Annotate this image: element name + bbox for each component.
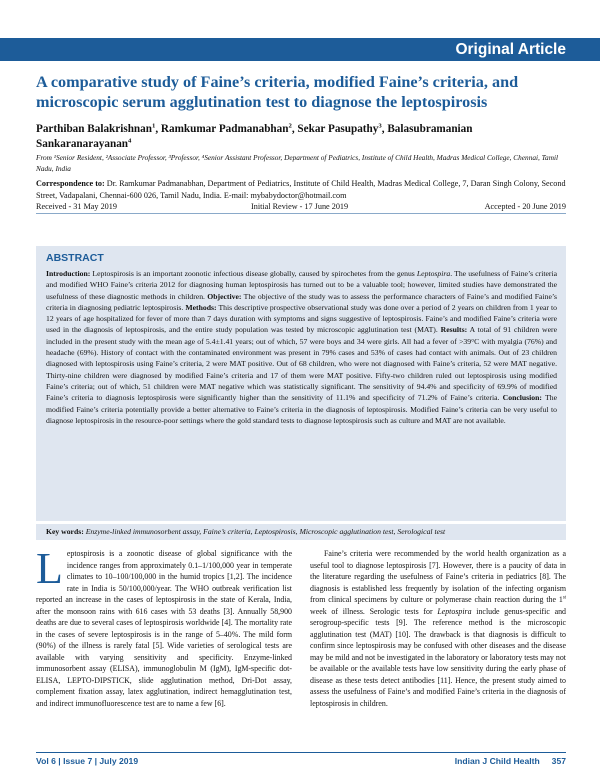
body-paragraph: eptospirosis is a zoonotic disease of global significance with the incidence ranges from approximately 0.1–1/100,000 year in temperate climates to 10–100/100,000 in the humid tropics [1,2]. The incidence rate in India is 50/100,000/year. The WHO outbreak verification list reported an increase in the cases of leptospirosis in the state of Kerala, India, after the monsoon rains with 616 cases with 53 deaths [3]. Annually 58,900 deaths are due to several cases of leptospirosis worldwide [4]. The mortality rate in the cases of severe leptospirosis is in the range of 5–40%. The mild form (90%) of the illness is rarely fatal [5]. Wide varieties of serological tests are available with varying sensitivity and specificity. Enzyme-linked immunosorbent assay (ELISA), immunoglobulin M (IgM), IgM-specific dot-ELISA, LEPTO-DIPSTICK, slide agglutination method, Dri-Dot assay, complement fixation assay, latex agglutination, indirect hemagglutination test, and indirect immunofluorescence test are to name a few [6]. xyxy=(36,549,292,708)
body-column-right: Faine’s criteria were recommended by the world health organization as a useful tool to diagnose leptospirosis [7]. However, there is a paucity of data in the literature regarding the usefulness of Faine’s criteria in pediatrics [8]. The diagnosis is established less frequently by isolation of the infecting organism from clinical specimens by culture or polymerase chain reaction during the 1st week of illness. Serologic tests for Leptospira include genus-specific and serogroup-specific tests [9]. The reference method is the microscopic agglutination test (MAT) [10]. The drawback is that diagnosis is difficult to confirm since leptospirosis may be confused with other diseases and the disease may be mild and not be investigated in the laboratory or laboratory tests may not be available or the available tests have low sensitivity during the early phase of disease as these tests detect antibodies [11]. Hence, the present study aimed to assess the usefulness of Faine’s and modified Faine’s criteria in the diagnosis of leptospirosis in children. xyxy=(310,549,566,708)
author-list: Parthiban Balakrishnan$^1$, Ramkumar Padmanabhan$^2$, Sekar Pasupathy$^3$, Balasubramanian Sankaranarayanan$^4$ xyxy=(36,122,473,150)
article-title: A comparative study of Faine’s criteria, modified Faine’s criteria, and microscopic serum agglutination test to diagnose the leptospirosis xyxy=(36,73,519,111)
drop-cap: L xyxy=(36,544,63,593)
abstract-text: Introduction: Leptospirosis is an important zoonotic infectious disease globally, caused by spirochetes from the genus Leptospira. The usefulness of Faine’s criteria and modified WHO Faine’s criteria 2012 for diagnosing human leptospirosis has turned out to be a valuable tool; however, limited studies have demonstrated the usefulness of these diagnostic methods in children. Objective: The objective of the study was to assess the performance characters of Faine’s and modified Faine’s criteria in diagnosing pediatric leptospirosis. Methods: This descriptive prospective observational study was done over a period of 2 years on children from 1 year to 12 years of age hospitalized for fever of more than 7 days duration with symptoms and signs suggestive of leptospirosis. Faine’s and modified Faine’s criteria were used in the diagnosis of leptospirosis, and the entire study population was tested by microscopic agglutination test (MAT). Results: A total of 91 children were included in the present study with the mean age of 5.4±1.41 years; out of which, 57 were boys and 34 were girls. All had a fever of >39°C with myalgia (76%) and headache (69%). History of contact with the contaminated environment was present in 79% cases and 53% of cases had contact with animals. Out of 23 children diagnosed with leptospirosis using Faine’s criteria, 2 were MAT positive. Out of 68 children, who were not diagnosed with Faine’s criteria, 52 were MAT negative. Thirty-nine children were diagnosed by modified Faine’s criteria and 17 of them were MAT positive. Fifty-two children ruled out leptospirosis using modified Faine’s criteria; out of which, 51 children were MAT negative which was statistically significant. The sensitivity of 94.4% and specificity of 69.9% of modified Faine’s criteria to diagnosis leptospirosis were significantly higher than the sensitivity of 11.1% and specificity of 71.2% of Faine’s criteria. Conclusion: The modified Faine’s criteria potentially provide a better alternative to Faine’s criteria in the diagnosis of leptospirosis. Modified Faine’s criteria can be very useful to diagnose leptospirosis in the resource-poor settings where the gold standard tests to diagnose leptospirosis such as culture and MAT are not available. xyxy=(46,269,557,425)
correspondence-label: Correspondence to: xyxy=(36,179,105,188)
abstract-heading: ABSTRACT xyxy=(46,252,104,264)
author-name: Ramkumar Padmanabhan xyxy=(160,123,289,135)
keywords xyxy=(46,527,445,537)
author-name: Parthiban Balakrishnan xyxy=(36,123,152,135)
keywords-label: Key words: xyxy=(46,527,84,536)
accepted-date: Accepted - 20 June 2019 xyxy=(484,202,566,211)
abstract-box xyxy=(36,246,566,521)
footer-divider xyxy=(36,752,566,753)
footer-issue-info: Vol 6 | Issue 7 | July 2019 xyxy=(36,756,139,766)
author-affiliation: From ¹Senior Resident, ²Associate Professor, ³Professor, ⁴Senior Assistant Professor, Department of Pediatrics, Institute of Child Health, Madras Medical College, Chennai, Tamil Nadu, India xyxy=(36,153,559,173)
received-date: Received - 31 May 2019 xyxy=(36,202,117,211)
author-name: Balasubramanian Sankaranarayanan xyxy=(36,123,473,150)
article-type-label: Original Article xyxy=(455,41,566,58)
article-dates xyxy=(36,201,566,214)
footer-journal-page: Indian J Child Health 357 xyxy=(454,756,566,766)
correspondence-text: Dr. Ramkumar Padmanabhan, Department of Pediatrics, Institute of Child Health, Madras Medical College, 7, Daran Singh Colony, Second Street, Vadapalani, Chennai-600 026, Tamil Nadu, India. E-mail: mybabydoctor@hotmail.com xyxy=(36,179,566,200)
keywords-box xyxy=(36,524,566,540)
correspondence xyxy=(36,178,566,201)
keywords-text: Enzyme-linked immunosorbent assay, Faine’s criteria, Leptospirosis, Microscopic agglutination test, Serological test xyxy=(83,527,446,536)
author-name: Sekar Pasupathy xyxy=(297,123,379,135)
body-column-left xyxy=(36,544,292,709)
initial-review-date: Initial Review - 17 June 2019 xyxy=(251,202,349,211)
